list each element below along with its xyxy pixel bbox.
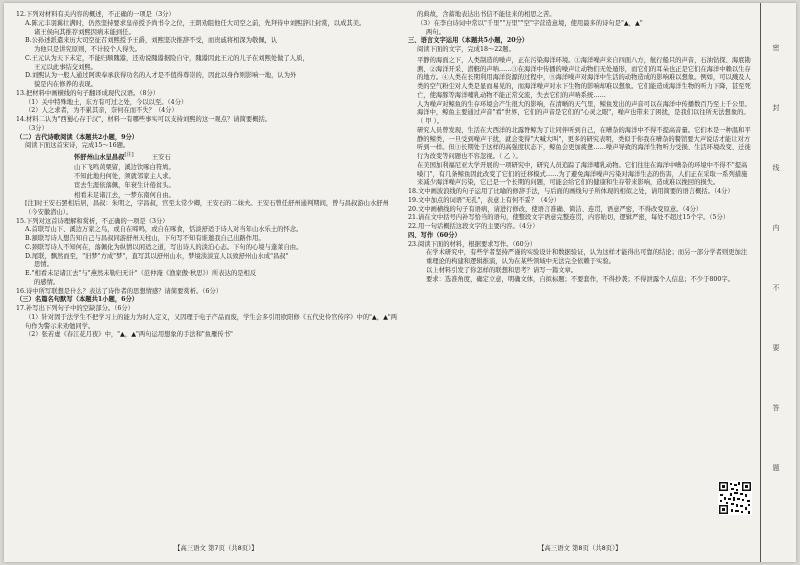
q14-score: （3分） bbox=[25, 124, 48, 132]
poem-author: 王安石 bbox=[151, 154, 171, 162]
q17-part-2-cont: 的典故，含蓄地表达出书信不能往来的相思之苦。 bbox=[417, 11, 556, 18]
question-12: 12.下列对材料有关内容的概述，不正确的一项是（3分） bbox=[16, 11, 175, 18]
section-poetry: （二）古代诗歌阅读（本题共2小题，9分） bbox=[16, 133, 139, 141]
question-23: 23.阅读下面的材料，根据要求写作。（60分） bbox=[408, 240, 537, 248]
footer-page-8: 【高三语文 第8页（共8页）】 bbox=[538, 544, 622, 552]
language-instruction: 阅读下面的文字，完成18～22题。 bbox=[417, 46, 515, 53]
footer-page-7: 【高三语文 第7页（共8页）】 bbox=[174, 544, 258, 552]
poem-line: 相看未足诸江去，一梦东南何自由。 bbox=[74, 191, 175, 199]
seal-char: 密 bbox=[772, 44, 780, 52]
q13-part-1: （1）关中特殊地土，东方有可过之处，今以以至。（4分） bbox=[25, 98, 188, 106]
question-20: 20.文中画横线的句子有语病，请进行修改，使语言准确、简洁、连贯，语意严密，不得改变原意。（4分） bbox=[408, 205, 703, 213]
writing-requirements: 要求：选准角度，确定立意，明确文体，自拟标题；不要套作，不得抄袭；不得泄露个人信息；不少于800字。 bbox=[426, 275, 734, 283]
passage-paragraph-1: 平静的海面之下，人类制造的噪声，正在污染海洋环境。①海洋噪声来自四面八方，航行船只的声音，石油钻探、海底勘测、②海洋开采、潜艇的声呐……③在海洋中传播的噪声让动物们无处遁形，而它们的耳朵也正是它们在海洋中赖以生存的地方。④人类在长期利用海洋资源的过程中，⑤海洋噪声对海洋中生活的动物造成的影响难以想象。例如，可以溅及人类的空气粉尘对人类是显而易见的，而海洋噪声对水下生物的影响却难以想象。它们能造成海洋生物的听力下降，甚至死亡，使海豚等海洋哺乳动物不能正常交流，失去它们的声呐系统…… bbox=[417, 56, 751, 99]
q15-option-d: D.尾联，飘然而至，"旧梦"方成"梦"，直写其以舒州山水，梦境淡淡宜人以致舒州山水成"昌叔" bbox=[25, 252, 289, 260]
poem-line: 山下飞鸣黄栗留，溪边饮啄白符鸠。 bbox=[74, 163, 175, 171]
writing-material: 在学术研究中，有些学者坚持严谨的实验设计和数据验证，认为这样才能得出可靠的结论；而另一部分学者则更加注重理论的构建和逻辑推演，认为在某些领域中无法完全依赖于实验。 bbox=[426, 249, 748, 265]
poem-note: [注]时王安石罢相后居，昌叔：朱明之，字昌叔，官至太常少卿，王安石的二妹夫。王安石曾任舒州通判期间，曾与昌叔游山水舒州（今安徽潜山）。 bbox=[25, 200, 389, 216]
poem-note-ref: [注] bbox=[124, 152, 134, 158]
seal-char: 答 bbox=[772, 404, 780, 412]
seal-char: 题 bbox=[772, 464, 780, 472]
question-19: 19.文中加点的词语"无孔"，表意上有何不妥？（4分） bbox=[408, 196, 561, 204]
question-21: 21.请在文中括号内补写恰当的语句，使整段文字语意完整连贯，内容贴切，逻辑严密，每处不超过15个字。（5分） bbox=[408, 214, 730, 222]
seal-char: 要 bbox=[772, 344, 780, 352]
passage-paragraph-3: 研究人员曾发现，生活在大西洋的北露脊鲸为了让同伴听到自己，在嘈杂的海洋中不得不提高音量。它们本是一种温和平静的鲸类，一旦受到噪声干扰，就会变得"大喊大叫"，更多的研究表明，类似于你我在嘈杂的餐馆要大声说话才能让对方听到一样。但③长期处于这样的高强度状态下，鲸鱼会更加疲惫……噪声导致的海洋生物听力受损、生活环境改变、迁徙行为改变等问题也不容忽视。（ 乙 ）。 bbox=[417, 126, 751, 160]
passage-paragraph-4: 在美国加利福尼亚大学开展的一项研究中，研究人员追踪了海洋哺乳动物。它们往往在海洋中嘈杂的环境中不得不"提高嗓门"，有几条鲸鱼因此改变了它们的迁移模式……为了避免海洋噪声污染对海洋生态的伤害，人们正在采取一系列措施来减少海洋噪声污染，它已是一个长期的问题，可能会给它们的健康和生存带来影响，造成难以挽回的损失。 bbox=[417, 161, 748, 187]
q12-option-a-cont: 诸王侯向其推荐刘熙因病未能到任。 bbox=[34, 28, 135, 36]
page-8 bbox=[408, 11, 752, 540]
q17-part-1: （1）针对固于法学生不把学习上的能力为时人定义，又因理于电子产品而废，学生会多引用欧阳修《五代史伶官传序》中的"▲，▲"两句作为警示来劝勉同学。 bbox=[25, 313, 398, 330]
question-17: 17.补写出下列句子中的空缺部分。（6分） bbox=[16, 305, 134, 313]
question-18: 18.文中画波浪线的句子运用了比喻的修辞手法，与后面的画线句子所体现的相似之处，请用简要的语言概括。（4分） bbox=[408, 188, 734, 195]
binding-line bbox=[760, 3, 761, 562]
poem-line: 不知此地归何处，须就邻家主人求。 bbox=[74, 172, 175, 180]
q15-option-c: C.颈联写诗人不知何在，落佩化为纵情以闲适之道，写出诗人的淡泊心态。下句的心境与蓬莱自由。 bbox=[25, 243, 303, 251]
q15-option-e-cont: 的感情。 bbox=[34, 278, 60, 286]
question-13: 13.把材料中画横线的句子翻译成现代汉语。（8分） bbox=[16, 89, 160, 97]
seal-char: 不 bbox=[772, 284, 780, 292]
q17-part-3-cont: 两句。 bbox=[426, 28, 445, 36]
q13-part-2: （2）人之求者，为不累其亲，奈何在而不失？（4分） bbox=[25, 107, 178, 115]
section-recitation: （三）名篇名句默写（本题共1小题，6分） bbox=[16, 296, 139, 304]
poem bbox=[16, 151, 400, 200]
section-language: 三、语言文字运用（本题共5小题，20分） bbox=[408, 37, 529, 45]
q15-option-e: E."相看未足诸江去"与"燕然未勒归无计"（范仲淹《渔家傲·秋思》）所表达的是相反 bbox=[25, 270, 257, 278]
q12-option-c-cont: 王元以此事结交刘熙。 bbox=[34, 63, 97, 71]
q12-option-b-cont: 为他只是讲究原则，不计较个人得失。 bbox=[34, 46, 142, 53]
q17-part-2: （2）张若虚《春江花月夜》中，"▲，▲"两句运用想象的手法和"鱼雁传书" bbox=[25, 331, 233, 339]
qr-code-icon bbox=[718, 481, 752, 515]
q12-option-b: B.公孙述派遣来历大司空征召刘熙授予王爵，刘熙坚决推辞不受，而贵戚将相深为敬佩，认 bbox=[25, 37, 278, 45]
writing-prompt: 以上材料引发了你怎样的联想和思考？请写一篇文章。 bbox=[426, 266, 578, 274]
q12-option-d-cont: 貌是内在修养的表现。 bbox=[34, 81, 97, 88]
question-16: 16.诗中所写联想是什么？表达了诗作者的思想情感？请简要赏析。（6分） bbox=[16, 287, 223, 295]
q17-part-3: （3）在李白诗词中常以"千里""万里""空"字营造意境，使用最多的诗句是"▲，▲" bbox=[417, 19, 643, 27]
poem-line: 宦去生涯依落佩，年衰生计倦贫头。 bbox=[74, 182, 175, 190]
poem-title: 怀舒州山水呈昌叔 bbox=[74, 154, 125, 162]
q15-option-a: A.首联写山下、溪边万家之鸟，或自在啼鸣，或自在啄食，恬淡舒适于诗人对当年山水乐土的怀念。 bbox=[25, 226, 303, 234]
q15-option-b: B.颔联写诗人想告知自己与昌叔同游舒州天柱山，下句写不知有谁邀我自己出路作用。 bbox=[25, 235, 265, 243]
section-writing: 四、写作（60分） bbox=[408, 231, 461, 239]
page-7 bbox=[16, 11, 400, 540]
passage-paragraph-2: 人为噪声对鲸鱼的生存环境会产生很大的影响，在清晰的天气里，鲸鱼发出的声音可以在海洋中传播数百乃至上千公里。海洋中，鲸鱼主要通过声音"看"世界，它们的声音是它们的"心灵之眼"，噪声也带来了困扰，是我们以往所无法想象的。（ 甲 ）。 bbox=[417, 100, 751, 125]
poetry-instruction: 阅读下面这首宋诗，完成15～16题。 bbox=[25, 142, 130, 150]
question-15: 15.下列对这首诗理解和赏析，不正确的一项是（3分） bbox=[16, 217, 169, 225]
seal-char: 内 bbox=[772, 224, 780, 232]
question-14: 14.材料二认为"西蜀心存于汉"，材料一有哪些事实可以支持刘熙的这一观点？请简要概括。 bbox=[16, 116, 272, 123]
seal-char: 线 bbox=[772, 164, 780, 172]
seal-char: 封 bbox=[772, 104, 780, 112]
q12-option-a: A.陈元丰羽翼壮满时，仍然坚持要求皇帝授予尚书令之位，王朗劝阻他任大司空之前，先拜侍中刘熙辞让封赏，以成其美。 bbox=[25, 19, 366, 27]
q12-option-d: D.刘熙认为一般人通过阿谀奉承获得功名的人才是不值得尊崇的，因此以身作则影响一地，认为外 bbox=[25, 72, 297, 80]
exam-sheet bbox=[4, 3, 796, 562]
q15-option-d-cont: 思情。 bbox=[34, 261, 53, 269]
q12-option-c: C.王元认为天下未定，不能归顺隗嚣，还劝说隗嚣据险自守，隗嚣因此王元的儿子在刘熙处做了人质， bbox=[25, 54, 309, 62]
question-22: 22.用一句话概括这段文字的主要内容。（4分） bbox=[408, 223, 539, 230]
